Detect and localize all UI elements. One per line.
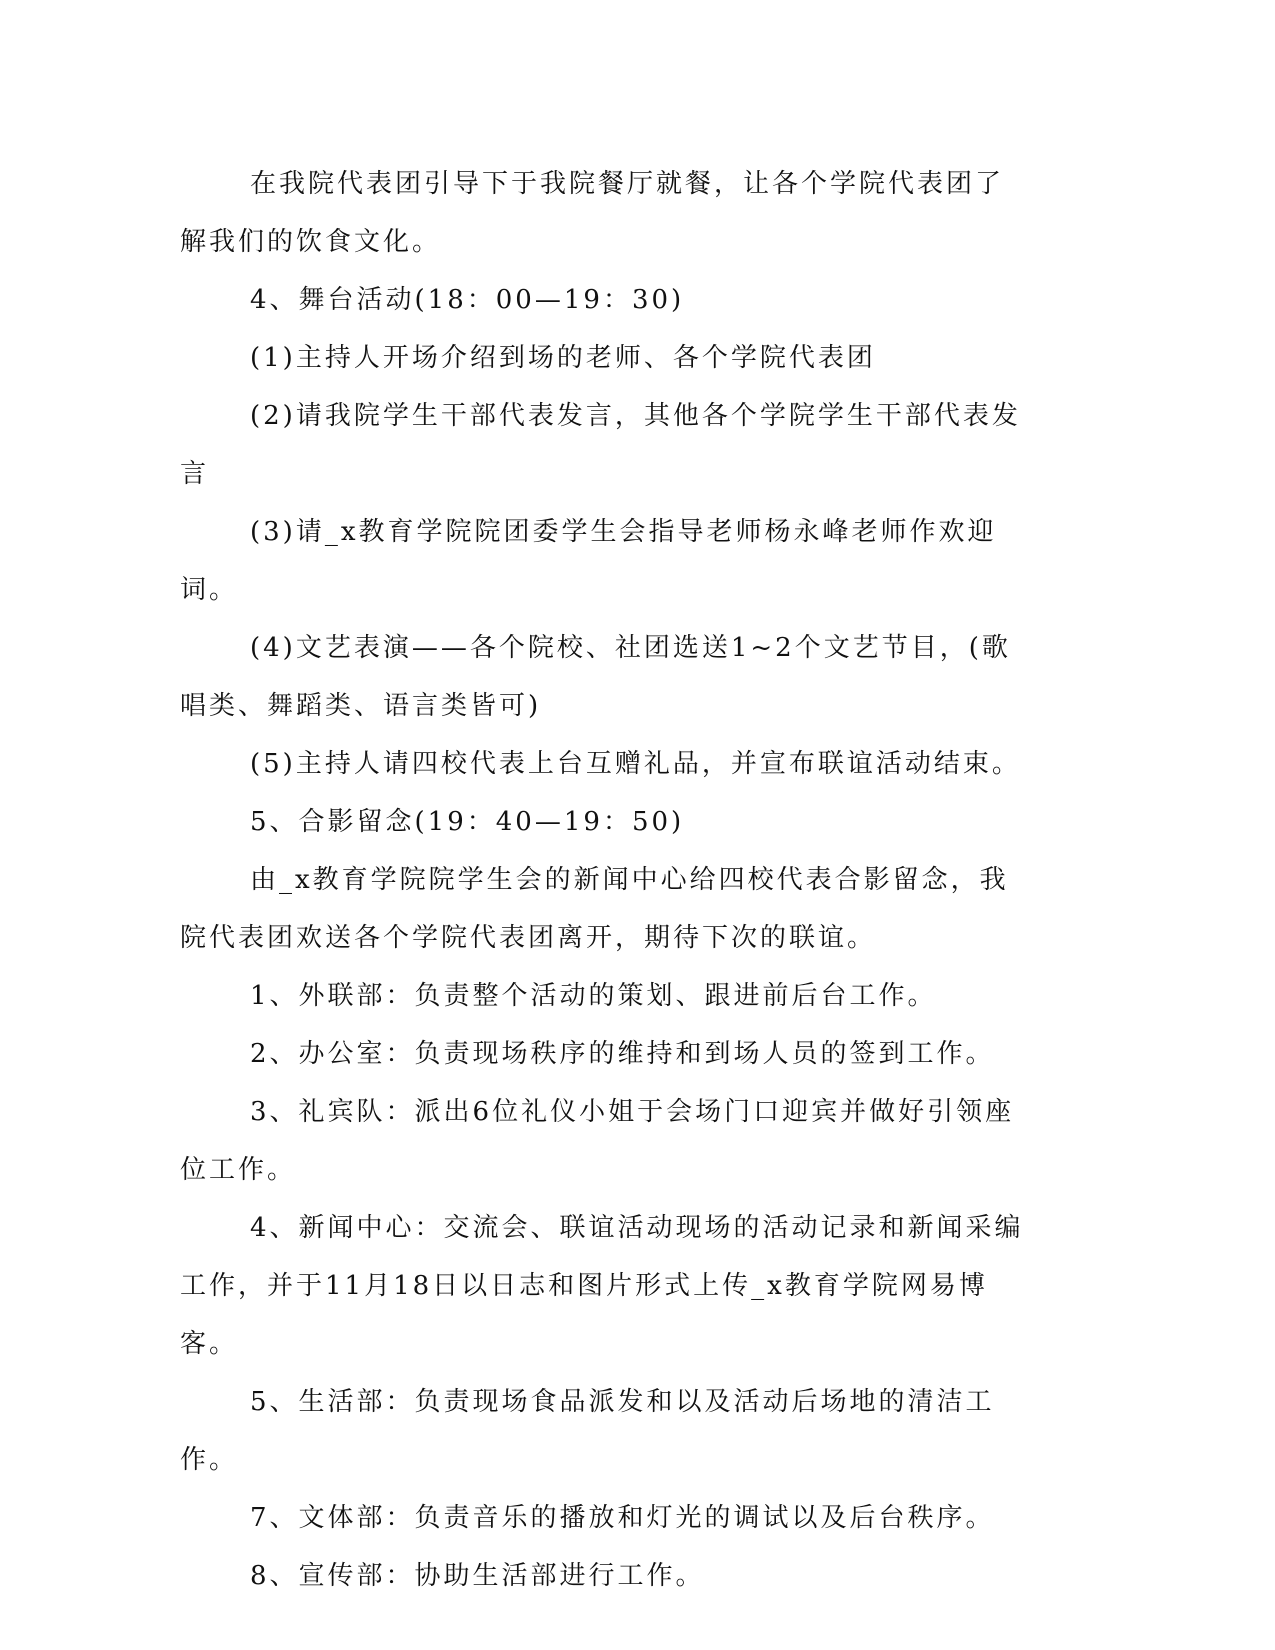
paragraph-stage-activity-heading: 4、舞台活动(18：00—19：30) xyxy=(250,285,685,315)
paragraph-duty-liaison: 1、外联部：负责整个活动的策划、跟进前后台工作。 xyxy=(250,981,937,1011)
paragraph-stage-item-2: (2)请我院学生干部代表发言，其他各个学院学生干部代表发言 xyxy=(180,401,1021,489)
paragraph-group-photo-heading: 5、合影留念(19：40—19：50) xyxy=(250,807,685,837)
document-body xyxy=(180,155,1030,1605)
paragraph-stage-item-3: (3)请_x教育学院院团委学生会指导老师杨永峰老师作欢迎词。 xyxy=(180,517,997,605)
paragraph-duty-office: 2、办公室：负责现场秩序的维持和到场人员的签到工作。 xyxy=(250,1039,995,1069)
paragraph-duty-publicity: 8、宣传部：协助生活部进行工作。 xyxy=(250,1561,705,1591)
paragraph-dining: 在我院代表团引导下于我院餐厅就餐，让各个学院代表团了解我们的饮食文化。 xyxy=(180,169,1005,257)
paragraph-stage-item-1: (1)主持人开场介绍到场的老师、各个学院代表团 xyxy=(250,343,876,373)
paragraph-duty-news: 4、新闻中心：交流会、联谊活动现场的活动记录和新闻采编工作，并于11月18日以日志和图片形式上传_x教育学院网易博客。 xyxy=(180,1213,1024,1359)
paragraph-duty-protocol: 3、礼宾队：派出6位礼仪小姐于会场门口迎宾并做好引领座位工作。 xyxy=(180,1097,1015,1185)
paragraph-stage-item-5: (5)主持人请四校代表上台互赠礼品，并宣布联谊活动结束。 xyxy=(250,749,1021,779)
paragraph-duty-life: 5、生活部：负责现场食品派发和以及活动后场地的清洁工作。 xyxy=(180,1387,995,1475)
paragraph-group-photo-detail: 由_x教育学院院学生会的新闻中心给四校代表合影留念，我院代表团欢送各个学院代表团离开，期待下次的联谊。 xyxy=(180,865,1009,953)
paragraph-stage-item-4: (4)文艺表演——各个院校、社团选送1~2个文艺节目，(歌唱类、舞蹈类、语言类皆可) xyxy=(180,633,1011,721)
paragraph-duty-culture-sports: 7、文体部：负责音乐的播放和灯光的调试以及后台秩序。 xyxy=(250,1503,995,1533)
